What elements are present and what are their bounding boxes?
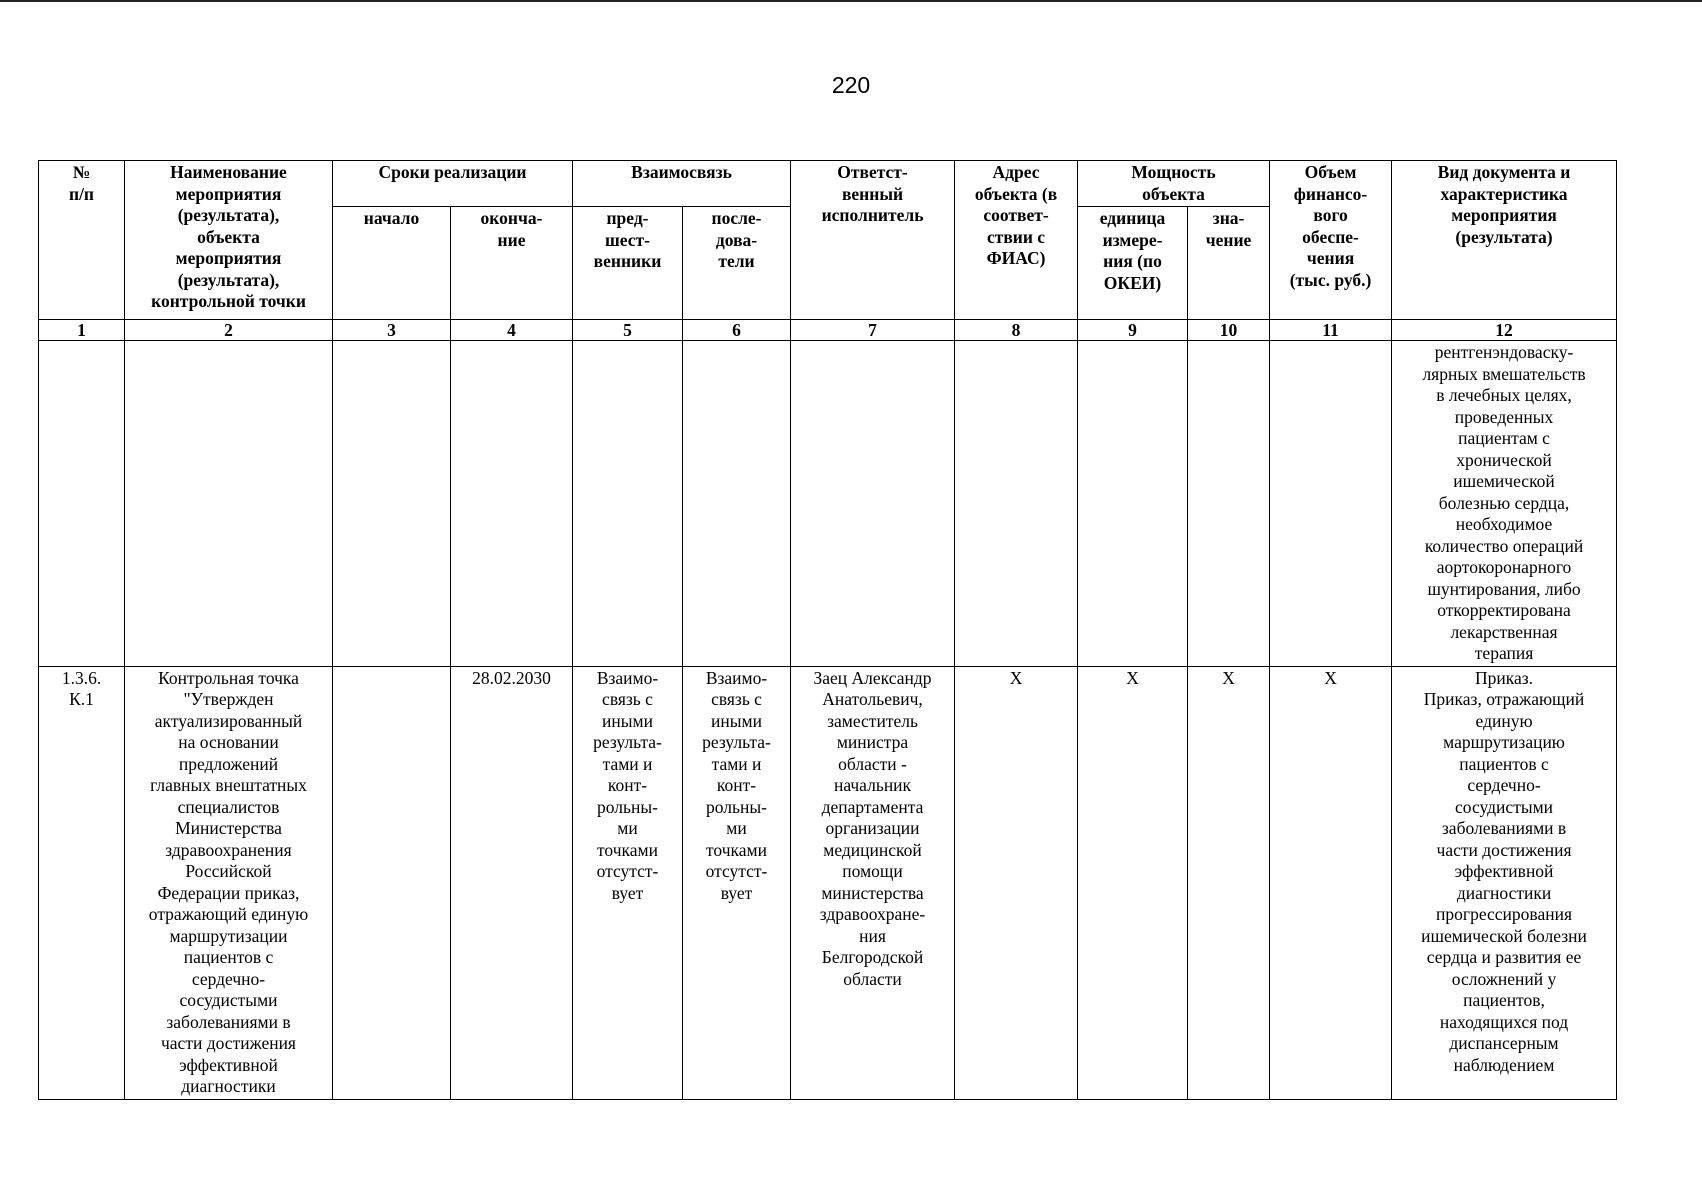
row-start [333,666,451,1099]
column-number: 1 [39,320,125,341]
header-responsible: Ответст- венный исполнитель [791,161,955,320]
table-row [39,666,1617,1099]
row-end: 28.02.2030 [451,666,573,1099]
column-number: 4 [451,320,573,341]
row-doc: рентгенэндоваску- лярных вмешательств в лечебных целях, проведенных пациентам с хронической ишемической болезнью сердца, необходимое количество операций аортокоронарного шунтирования, либо откорректирована лекарственная терапия [1392,341,1617,667]
header-capacity: Мощность объекта [1078,161,1270,207]
header-relation-succ: после- дова- тели [683,207,791,320]
column-number: 5 [573,320,683,341]
row-name: Контрольная точка "Утвержден актуализированный на основании предложений главных внештатных специалистов Министерства здравоохранения Российской Федерации приказ, отражающий единую маршрутизации пациентов с сердечно- сосудистыми заболеваниями в части достижения эффективной диагностики [125,666,333,1099]
row-funding: X [1270,666,1392,1099]
header-terms-end: оконча- ние [451,207,573,320]
row-address [955,341,1078,667]
row-num [39,341,125,667]
row-num: 1.3.6. К.1 [39,666,125,1099]
top-border-line [0,0,1702,2]
column-number: 7 [791,320,955,341]
row-successors [683,341,791,667]
header-row-1 [39,161,1617,207]
column-number: 6 [683,320,791,341]
header-terms-start: начало [333,207,451,320]
row-funding [1270,341,1392,667]
column-number-row [39,320,1617,341]
row-end [451,341,573,667]
row-unit [1078,341,1188,667]
row-responsible [791,341,955,667]
row-predecessors [573,341,683,667]
header-address: Адрес объекта (в соответ- ствии с ФИАС) [955,161,1078,320]
row-name [125,341,333,667]
header-terms: Сроки реализации [333,161,573,207]
row-value: X [1188,666,1270,1099]
column-number: 8 [955,320,1078,341]
row-doc: Приказ. Приказ, отражающий единую маршрутизацию пациентов с сердечно- сосудистыми заболеваниями в части достижения эффективной диагностики прогрессирования ишемической болезни сердца и развития ее осложнений у пациентов, находящихся под диспансерным наблюдением [1392,666,1617,1099]
column-number: 9 [1078,320,1188,341]
header-doc-type: Вид документа и характеристика мероприятия (результата) [1392,161,1617,320]
row-start [333,341,451,667]
table-row [39,341,1617,667]
row-predecessors: Взаимо- связь с иными результа- тами и конт- рольны- ми точками отсутст- вует [573,666,683,1099]
row-successors: Взаимо- связь с иными результа- тами и конт- рольны- ми точками отсутст- вует [683,666,791,1099]
header-capacity-unit: единица измере- ния (по ОКЕИ) [1078,207,1188,320]
header-relation: Взаимосвязь [573,161,791,207]
column-number: 2 [125,320,333,341]
header-capacity-value: зна- чение [1188,207,1270,320]
column-number: 10 [1188,320,1270,341]
header-relation-pred: пред- шест- венники [573,207,683,320]
page-number: 220 [831,72,871,98]
row-responsible: Заец Александр Анатольевич, заместитель министра области - начальник департамента организации медицинской помощи министерства здравоохране- ния Белгородской области [791,666,955,1099]
row-unit: X [1078,666,1188,1099]
column-number: 12 [1392,320,1617,341]
column-number: 3 [333,320,451,341]
column-number: 11 [1270,320,1392,341]
header-num: № п/п [39,161,125,320]
row-address: X [955,666,1078,1099]
activities-table [38,160,1617,1100]
header-name: Наименование мероприятия (результата), объекта мероприятия (результата), контрольной точки [125,161,333,320]
row-value [1188,341,1270,667]
header-funding: Объем финансо- вого обеспе- чения (тыс. руб.) [1270,161,1392,320]
